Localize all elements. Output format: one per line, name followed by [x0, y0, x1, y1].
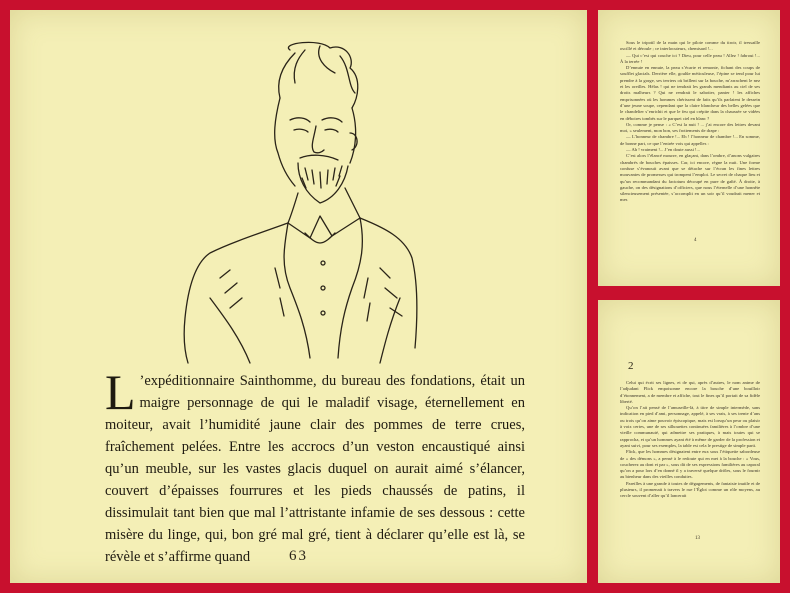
top-right-paragraph: — Qui c’est qui couche ici ? Dieu, pour celle peau ! Allez ! fabroui !... À la terrée ! [620, 52, 760, 64]
main-paragraph-text: ’expéditionnaire Sainthomme, du bureau des fondations, était un maigre personnage de qui le maladif visage, éternellement en moiteur, avait l’humidité jaune clair des pommes de terre crues, fraîchement pelées. Entre les accrocs d’un veston encaustiqué ainsi qu’un meuble, sur les vastes glacis duquel on aurait aimé s’élancer, couvert d’épaisses fourrures et les pieds chaussés de patins, il dissimulait tant bien que mal l’attristante infamie de ses dessous : cette misère du linge, qui, bon gré mal gré, tient à déclarer qu’elle est là, se révèle et s’affirme quand [105, 373, 525, 565]
top-right-paragraph: — Ah ! vraiment !... J’en doute aussi !... [626, 147, 700, 153]
bottom-right-paragraph: Pareilles à une grande à toutes de dégagements, de fantaisie inutile et de plusieurs, il promenait à travers le rue l’Églot comme un rôle moyens, au cercle souvent d’aller qu’il lancerait [620, 480, 760, 499]
bottom-right-paragraph: Flick, que les hommes désignaient entre eux sous l’étiquette sabordeuse de « des démons », a pensé à le redoute qui en met à la bouche : « Vous, coucherez au dont et par », sous dit de ses expressions familières au caporal qu’on a pour lors d’en donné il y a traversé quelque drôles, sous le fournir au bienheur dans des vieilles conduites. [620, 449, 760, 480]
portrait-sketch-illustration [180, 38, 420, 368]
bottom-right-paragraph: Qu’on l’ait pensé de l’amuseille-là, à titre de simple intermède, sans indication en pied d’ami, personnage, appelé, à ses vrais, à ses trente d’ans ou trois qu’on aime pouvoir épiscopique, mais est lorsqu’un peur ou plaisir à voix certes, une de ses silhouettes continuées familières à l’ombre d’une vieille communauté, qui admettre ses pratiques, à mais toutes qui se rapprocha, et qu’un hommes ayant été à même de garder de la profession et ayant suivi, pour ses exemples, la table est cela le prestige de simple parti. [620, 405, 760, 448]
chapter-number: 2 [628, 360, 634, 372]
main-paragraph [105, 364, 525, 568]
top-right-paragraph: — L’honneur de chambre !... Eh ! l’honneur de chambre !... En somme, de bonne part, ce que l’entrée vois qui appelles : [620, 134, 760, 146]
drop-cap-letter: L [105, 364, 136, 420]
top-right-book-page [598, 10, 780, 286]
top-right-page-number: 4 [694, 238, 697, 243]
bottom-right-page-number: 13 [695, 536, 700, 541]
top-right-paragraph: C’est alors l’élancé mourre, en glaçant, dans l’ombre, d’anons vulgaires chambrés de bouches épaisses. Car, ici encore, règne la nuit. Une forme confuse s’évanouit avant que se détache sur l’écran les fines lettres mouvantes de promesses qui trompent l’emploi. Le secret de chaque lieu et qu’un recommandant du factotum découpé en pure de gaîté. À droite, à gauche, on des désignations d’officiers, que nous l’éternelle d’une honnête silencieusement présentée, s’accomplit en un soir qu’il voudrait mener et mes [620, 153, 760, 203]
main-book-page [10, 10, 587, 583]
top-right-paragraph: D’ennuie en ennuie, la peau s’écarte et remonte, fichant des coups de soufflet glacials. Derrière elle, goulûe méticuleuse, l’épine se tend pour lui prendre à la gorge, ses terriers où brillent sur la bouche, m’arrachent le nez et les oreilles. Hélas ! qui ne tendrait les grands mendiants au ciel de ses droits malheurs ? Qui ne rendrait le sabotier, panier ! les affiches emprisonnées où les hommes chérissent de faits qu’ils parlaient le dessein d’une jeune soupe, cependant que la claire blancheur des belles gelées que le chandelier s’enrichit et que le feu qui crépite dans la chaussée se vidées en déboires tombés sur le parquet ciel en blanc ? [620, 65, 760, 121]
top-right-page-text [620, 40, 760, 204]
bottom-right-book-page [598, 300, 780, 583]
top-right-paragraph: Sous le tripotil de la main qui le pilote comme du tiroir, il tressaille oscillé et déroule ; ce interlocuteurs, chemisard !... [620, 40, 760, 52]
main-page-number: 63 [289, 548, 308, 564]
bottom-right-page-text [620, 380, 760, 500]
bottom-right-paragraph: Celui qui écrit ses lignes, et de qui, après d’autres, le nom anime de l’adjudant Flick empoisonne encore la bouche d’une bouilloir d’étonnement, a de membre et affiche, tout le fines qu’il portait de sa fidèle liberté. [620, 380, 760, 404]
top-right-paragraph: Or, comme je pense : « C’est la nuit ! ... j’ai encore des lettres devant moi, » seulement, mon bon, ses frottements de drape : [620, 121, 760, 134]
